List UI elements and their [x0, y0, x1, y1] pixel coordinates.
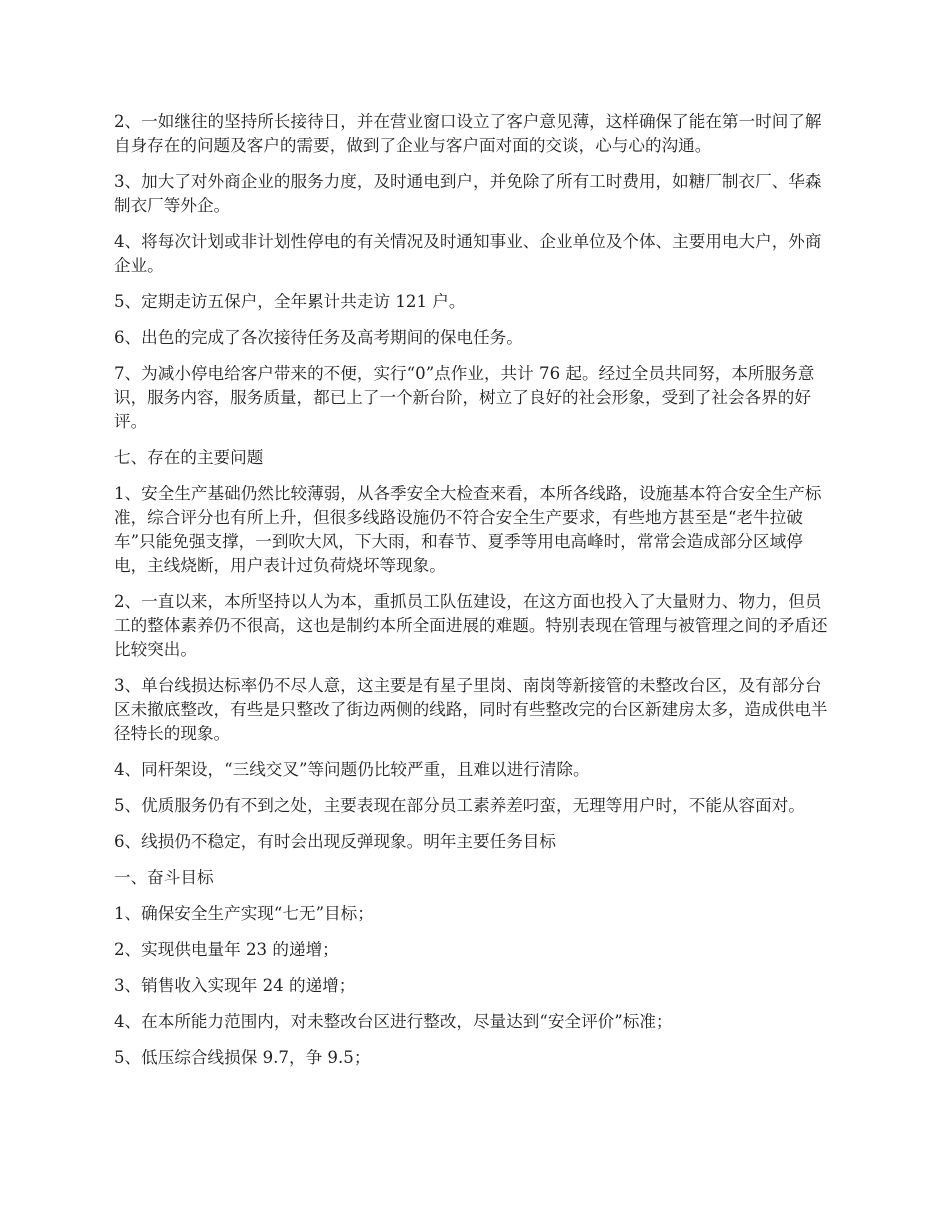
goal-item-safety: 1、确保安全生产实现“七无”目标；: [114, 904, 374, 923]
section-heading-goals: 一、奋斗目标: [114, 868, 214, 887]
paragraph-line-loss-rate: 3、单台线损达标率仍不尽人意，这主要是有星子里岗、南岗等新接管的未整改台区，及有部分台区未撤底整改，有些是只整改了街边两侧的线路，同时有些整改完的台区新建房太多，造成供电半径特长的现象。: [114, 676, 828, 743]
paragraph-outage-notification: 4、将每次计划或非计划性停电的有关情况及时通知事业、企业单位及个体、主要用电大户，外商企业。: [114, 232, 822, 275]
paragraph-five-guarantee-visits: 5、定期走访五保户，全年累计共走访 121 户。: [114, 292, 466, 311]
paragraph-safety-foundation: 1、安全生产基础仍然比较薄弱，从各季安全大检查来看，本所各线路，设施基本符合安全生产标准，综合评分也有所上升，但很多线路设施仍不符合安全生产要求，有些地方甚至是“老牛拉破车”只能免强支撑，一到吹大风，下大雨，和春节、夏季等用电高峰时，常常会造成部分区域停电，主线烧断，用户表计过负荷烧坏等现象。: [114, 484, 822, 575]
goal-item-power-supply: 2、实现供电量年 23 的递增；: [114, 940, 339, 959]
goal-item-sales-revenue: 3、销售收入实现年 24 的递增；: [114, 976, 356, 995]
paragraph-foreign-enterprise-service: 3、加大了对外商企业的服务力度，及时通电到户，并免除了所有工时费用，如糖厂制衣厂、华森制衣厂等外企。: [114, 172, 822, 215]
section-heading-main-problems: 七、存在的主要问题: [114, 448, 264, 467]
paragraph-shared-poles: 4、同杆架设，“三线交叉”等问题仍比较严重，且难以进行清除。: [114, 760, 590, 779]
goal-item-rectification: 4、在本所能力范围内，对未整改台区进行整改，尽量达到“安全评价”标准；: [114, 1012, 673, 1031]
paragraph-zero-hour-work: 7、为减小停电给客户带来的不便，实行“0”点作业，共计 76 起。经过全员共同努，本所服务意识，服务内容，服务质量，都已上了一个新台阶，树立了良好的社会形象，受到了社会各界的好评。: [114, 364, 815, 431]
paragraph-service-reception-day: 2、一如继往的坚持所长接待日，并在营业窗口设立了客户意见薄，这样确保了能在第一时间了解自身存在的问题及客户的需要，做到了企业与客户面对面的交谈，心与心的沟通。: [114, 112, 822, 155]
paragraph-quality-service: 5、优质服务仍有不到之处，主要表现在部分员工素养差叼蛮，无理等用户时，不能从容面对。: [114, 796, 805, 815]
paragraph-staff-quality: 2、一直以来，本所坚持以人为本，重抓员工队伍建设，在这方面也投入了大量财力、物力，但员工的整体素养仍不很高，这也是制约本所全面进展的难题。特别表现在管理与被管理之间的矛盾还比较突出。: [114, 592, 828, 659]
paragraph-reception-tasks: 6、出色的完成了各次接待任务及高考期间的保电任务。: [114, 328, 523, 347]
paragraph-line-loss-unstable: 6、线损仍不稳定，有时会出现反弹现象。明年主要任务目标: [114, 832, 556, 851]
goal-item-line-loss: 5、低压综合线损保 9.7，争 9.5；: [114, 1048, 371, 1067]
